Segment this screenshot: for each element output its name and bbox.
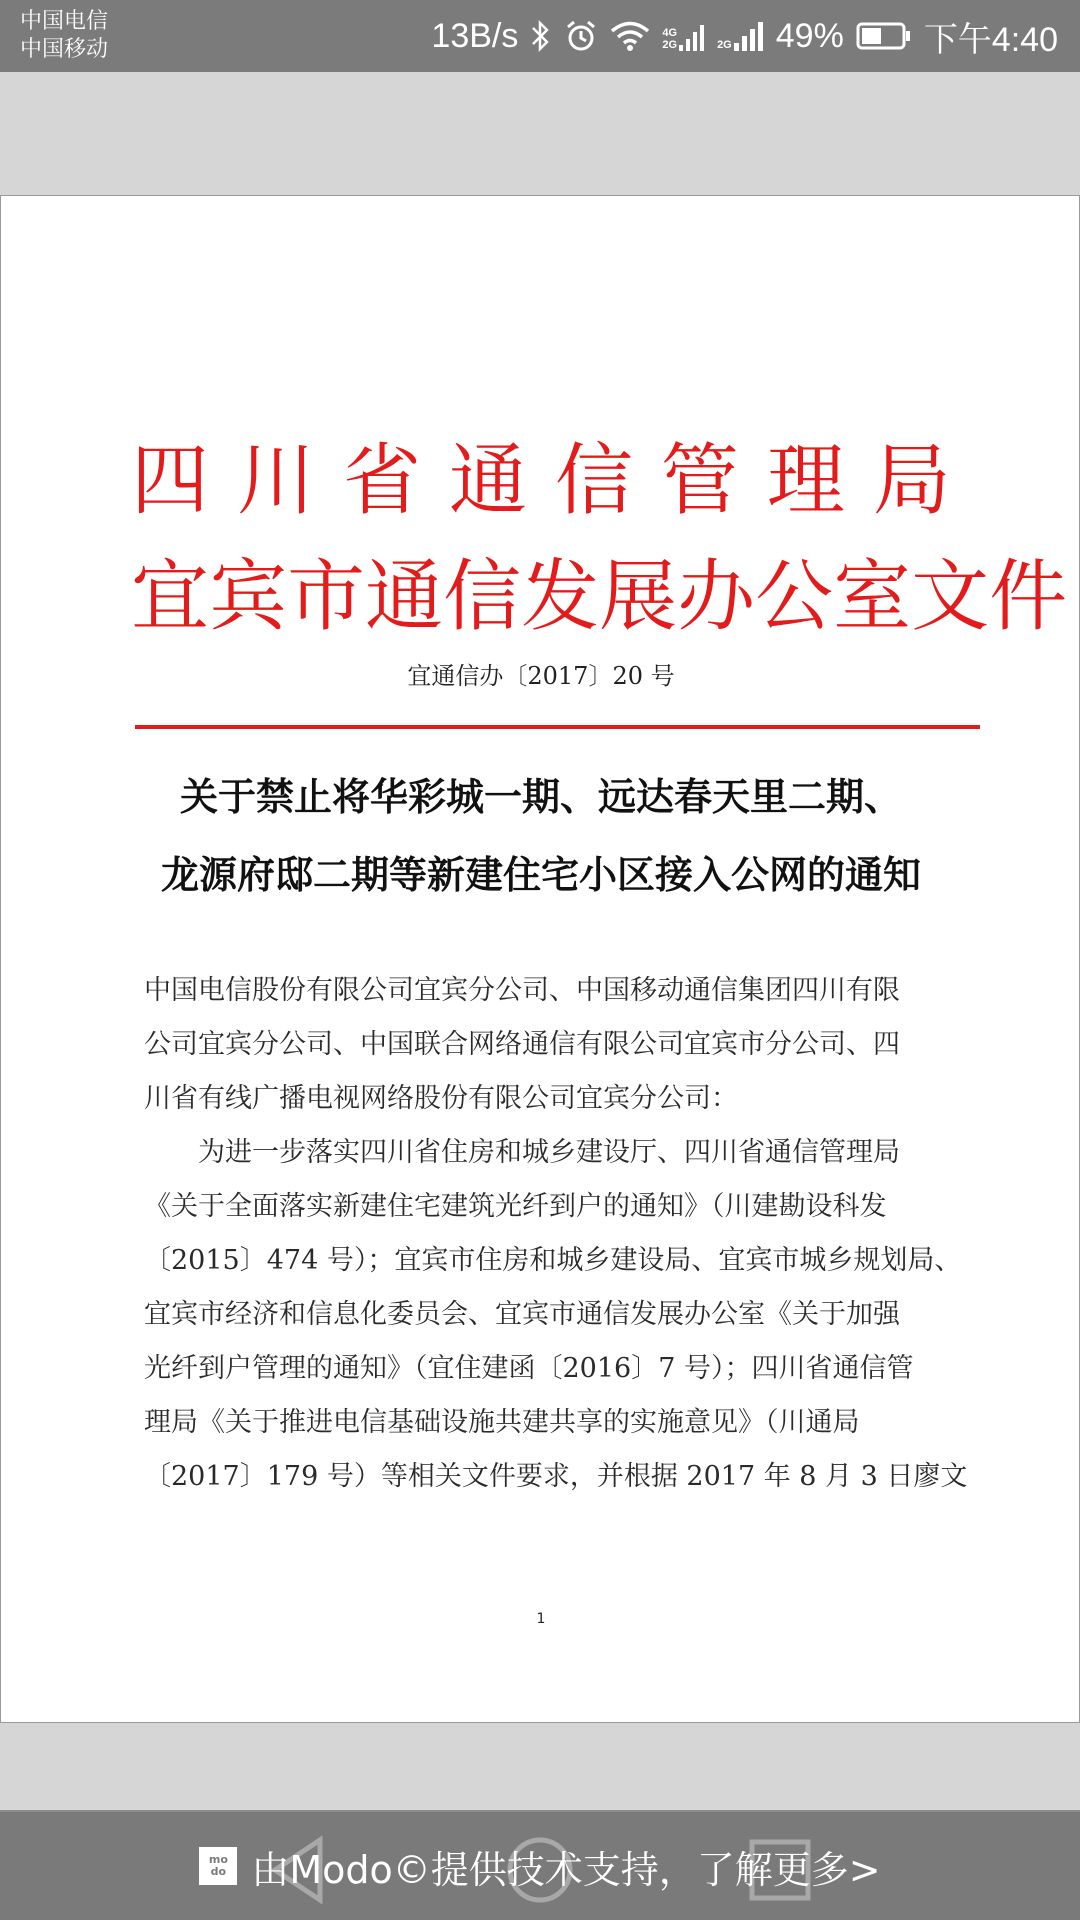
signal-bars-1-icon <box>679 21 705 51</box>
body-line: 〔2015〕474 号）；宜宾市住房和城乡建设局、宜宾市城乡规划局、 <box>144 1245 962 1276</box>
modo-logo-icon <box>199 1847 237 1885</box>
header-char: 四 <box>131 436 210 526</box>
nav-home-icon[interactable] <box>500 1830 580 1910</box>
header-char: 室 <box>833 552 912 642</box>
carrier-1: 中国电信 <box>20 9 109 34</box>
body-line: 为进一步落实四川省住房和城乡建设厅、四川省通信管理局 <box>144 1137 900 1168</box>
nav-back-icon[interactable] <box>260 1830 340 1910</box>
header-char: 通 <box>448 436 527 526</box>
document-page[interactable] <box>0 195 1080 1723</box>
nav-recents-icon[interactable] <box>740 1830 820 1910</box>
header-char: 市 <box>287 552 366 642</box>
body-line: 公司宜宾分公司、中国联合网络通信有限公司宜宾市分公司、四 <box>144 1029 900 1060</box>
body-line: 理局《关于推进电信基础设施共建共享的实施意见》（川通局 <box>144 1407 860 1438</box>
logo-text-top: mo <box>208 1853 228 1866</box>
signal-1 <box>662 21 705 51</box>
header-char: 川 <box>236 436 315 526</box>
bluetooth-icon <box>530 18 552 54</box>
carrier-info <box>20 8 108 64</box>
header-char: 信 <box>554 436 633 526</box>
header-char: 办 <box>677 552 756 642</box>
banner-text[interactable]: 由Modo©提供技术支持，了解更多> <box>251 1847 881 1892</box>
status-bar <box>0 0 1080 72</box>
body-line: 光纤到户管理的通知》（宜住建函〔2016〕7 号）；四川省通信管 <box>144 1353 914 1384</box>
header-char: 件 <box>989 552 1068 642</box>
header-char: 通 <box>365 552 444 642</box>
header-char: 宜 <box>131 552 210 642</box>
net1-tag-bottom: 2G <box>662 39 678 51</box>
header-char: 发 <box>521 552 600 642</box>
wifi-icon <box>610 20 650 52</box>
header-char: 管 <box>660 436 739 526</box>
notice-title-line-2: 龙源府邸二期等新建住宅小区接入公网的通知 <box>160 852 921 897</box>
net-speed: 13B/s <box>431 16 519 55</box>
body-line: 中国电信股份有限公司宜宾分公司、中国移动通信集团四川有限 <box>144 975 900 1006</box>
body-line: 〔2017〕179 号）等相关文件要求，并根据 2017 年 8 月 3 日廖文 <box>144 1461 968 1492</box>
net2-tag: 2G <box>717 39 732 51</box>
header-char: 信 <box>443 552 522 642</box>
alarm-icon <box>564 19 598 53</box>
net1-tag-top: 4G <box>662 27 678 39</box>
header-char: 展 <box>599 552 678 642</box>
document-number: 宜通信办〔2017〕20 号 <box>407 662 675 690</box>
battery-percent: 49% <box>775 16 844 55</box>
carrier-2: 中国移动 <box>20 37 109 62</box>
signal-2 <box>717 21 764 51</box>
header-char: 文 <box>911 552 990 642</box>
header-char: 局 <box>872 436 951 526</box>
signal-bars-2-icon <box>734 21 764 51</box>
header-line-1 <box>131 436 951 526</box>
header-divider <box>135 725 980 729</box>
header-char: 省 <box>342 436 421 526</box>
status-icons <box>431 0 1058 72</box>
clock: 下午4:40 <box>923 20 1058 59</box>
header-line-2 <box>131 552 1068 642</box>
body-line: 《关于全面落实新建住宅建筑光纤到户的通知》（川建勘设科发 <box>144 1191 887 1222</box>
logo-text-bottom: do <box>210 1865 227 1878</box>
body-line: 川省有线广播电视网络股份有限公司宜宾分公司： <box>144 1083 738 1114</box>
body-line: 宜宾市经济和信息化委员会、宜宾市通信发展办公室《关于加强 <box>144 1299 900 1330</box>
notice-title-line-1: 关于禁止将华彩城一期、远达春天里二期、 <box>179 774 902 819</box>
header-char: 公 <box>755 552 834 642</box>
header-char: 理 <box>766 436 845 526</box>
page-number: 1 <box>536 1611 546 1627</box>
battery-icon <box>856 21 912 51</box>
header-char: 宾 <box>209 552 288 642</box>
